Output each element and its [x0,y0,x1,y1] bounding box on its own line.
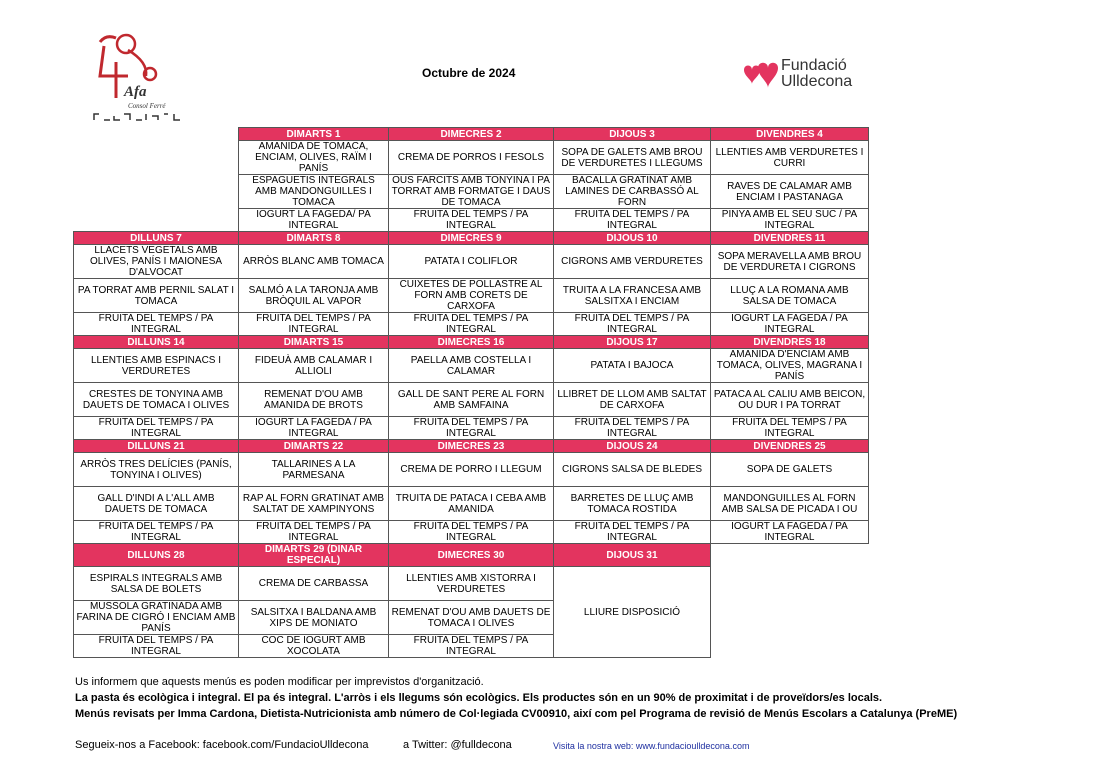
second-course: SALSITXA I BALDANA AMB XIPS DE MONIATO [239,601,389,635]
week-header-row [74,440,869,453]
second-course: OUS FARCITS AMB TONYINA I PA TORRAT AMB FORMATGE I DAUS DE TOMACA [389,175,554,209]
day-header: DIJOUS 31 [554,544,711,567]
menu-row [74,245,869,279]
second-course: BACALLA GRATINAT AMB LAMINES DE CARBASSÓ AL FORN [554,175,711,209]
dessert: FRUITA DEL TEMPS / PA INTEGRAL [389,521,554,544]
first-course: CIGRONS AMB VERDURETES [554,245,711,279]
day-header: DIMECRES 23 [389,440,554,453]
dessert: FRUITA DEL TEMPS / PA INTEGRAL [239,313,389,336]
empty-cell [711,567,869,601]
facebook-link[interactable]: Segueix-nos a Facebook: facebook.com/FundacioUlldecona [75,739,369,751]
menu-row [74,521,869,544]
empty-cell [711,544,869,567]
second-course: LLIBRET DE LLOM AMB SALTAT DE CARXOFA [554,383,711,417]
afa-logo-text: Afa [124,84,147,100]
second-course: CUIXETES DE POLLASTRE AL FORN AMB CORETS DE CARXOFA [389,279,554,313]
dessert: PINYA AMB EL SEU SUC / PA INTEGRAL [711,209,869,232]
first-course: LLENTIES AMB ESPINACS I VERDURETES [74,349,239,383]
empty-cell [711,635,869,658]
empty-cell [74,128,239,141]
dessert: IOGURT LA FAGEDA / PA INTEGRAL [711,313,869,336]
dessert: FRUITA DEL TEMPS / PA INTEGRAL [389,635,554,658]
dessert: FRUITA DEL TEMPS / PA INTEGRAL [74,521,239,544]
day-header: DIMARTS 29 (DINAR ESPECIAL) [239,544,389,567]
first-course: SOPA MERAVELLA AMB BROU DE VERDURETA I CIGRONS [711,245,869,279]
dessert: FRUITA DEL TEMPS / PA INTEGRAL [239,521,389,544]
dessert: FRUITA DEL TEMPS / PA INTEGRAL [74,313,239,336]
menu-row [74,383,869,417]
day-header: DIMECRES 2 [389,128,554,141]
second-course: GALL D'INDI A L'ALL AMB DAUETS DE TOMACA [74,487,239,521]
second-course: TRUITA DE PATACA I CEBA AMB AMANIDA [389,487,554,521]
second-course: BARRETES DE LLUÇ AMB TOMACA ROSTIDA [554,487,711,521]
dessert: FRUITA DEL TEMPS / PA INTEGRAL [389,209,554,232]
day-header: DIMARTS 22 [239,440,389,453]
day-header: DIJOUS 17 [554,336,711,349]
fundacio-logo [738,58,888,94]
menu-table [73,127,869,658]
second-course: CRESTES DE TONYINA AMB DAUETS DE TOMACA I OLIVES [74,383,239,417]
dessert: FRUITA DEL TEMPS / PA INTEGRAL [554,521,711,544]
menu-row [74,453,869,487]
first-course: PAELLA AMB COSTELLA I CALAMAR [389,349,554,383]
second-course: PATACA AL CALIU AMB BEICON, OU DUR I PA TORRAT [711,383,869,417]
afa-logo-subtext: Consol Ferré [128,102,166,110]
dessert: FRUITA DEL TEMPS / PA INTEGRAL [554,209,711,232]
first-course: AMANIDA D'ENCIAM AMB TOMACA, OLIVES, MAGRANA I PANÍS [711,349,869,383]
week-header-row [74,336,869,349]
menu-row [74,487,869,521]
week-header-row [74,232,869,245]
first-course: TALLARINES A LA PARMESANA [239,453,389,487]
first-course: SOPA DE GALETS AMB BROU DE VERDURETES I LLEGUMS [554,141,711,175]
menu-row [74,279,869,313]
first-course: ARRÒS TRES DELÍCIES (PANÍS, TONYINA I OLIVES) [74,453,239,487]
first-course: CIGRONS SALSA DE BLEDES [554,453,711,487]
first-course: ARRÒS BLANC AMB TOMACA [239,245,389,279]
dessert: COC DE IOGURT AMB XOCOLATA [239,635,389,658]
day-header: DIMECRES 30 [389,544,554,567]
menu-row [74,175,869,209]
dessert: IOGURT LA FAGEDA / PA INTEGRAL [711,521,869,544]
empty-cell [74,141,239,175]
menu-row [74,141,869,175]
second-course: MANDONGUILLES AL FORN AMB SALSA DE PICADA I OU [711,487,869,521]
second-course: MUSSOLA GRATINADA AMB FARINA DE CIGRÓ I ENCIAM AMB PANÍS [74,601,239,635]
footer-note-ingredients: La pasta és ecològica i integral. El pa és integral. L'arròs i els llegums són ecològics. Els productes són en un 90% de proximitat i de proveïdors/es locals. [75,692,883,704]
second-course: SALMÓ A LA TARONJA AMB BRÒQUIL AL VAPOR [239,279,389,313]
week-header-row [74,128,869,141]
twitter-link[interactable]: a Twitter: @fulldecona [403,739,512,751]
second-course: TRUITA A LA FRANCESA AMB SALSITXA I ENCIAM [554,279,711,313]
empty-cell [74,209,239,232]
footer-note-review: Menús revisats per Imma Cardona, Dietista-Nutricionista amb número de Col·legiada CV00910, així com pel Programa de revisió de Menús Escolars a Catalunya (PreME) [75,708,958,720]
second-course: RAP AL FORN GRATINAT AMB SALTAT DE XAMPINYONS [239,487,389,521]
day-header: DIMECRES 16 [389,336,554,349]
dessert: IOGURT LA FAGEDA / PA INTEGRAL [239,417,389,440]
page-title: Octubre de 2024 [422,66,516,80]
menu-row [74,567,869,601]
day-header: DIMECRES 9 [389,232,554,245]
website-link[interactable]: Visita la nostra web: www.fundacioulldecona.com [553,741,750,751]
day-header: DIVENDRES 25 [711,440,869,453]
day-header: DILLUNS 14 [74,336,239,349]
day-header: DIVENDRES 18 [711,336,869,349]
first-course: CREMA DE PORRO I LLEGUM [389,453,554,487]
day-header: DIMARTS 1 [239,128,389,141]
second-course: ESPAGUETIS INTEGRALS AMB MANDONGUILLES I TOMACA [239,175,389,209]
first-course: AMANIDA DE TOMACA, ENCIAM, OLIVES, RAÏM I PANÍS [239,141,389,175]
day-header: DIVENDRES 4 [711,128,869,141]
fundacio-line2: Ulldecona [781,73,853,90]
day-header: DIJOUS 3 [554,128,711,141]
day-header: DILLUNS 7 [74,232,239,245]
first-course: FIDEUÀ AMB CALAMAR I ALLIOLI [239,349,389,383]
first-course: SOPA DE GALETS [711,453,869,487]
first-course: CREMA DE CARBASSA [239,567,389,601]
day-header: DILLUNS 21 [74,440,239,453]
heart-icon [738,58,780,92]
day-note: LLIURE DISPOSICIÓ [554,567,711,658]
empty-cell [711,601,869,635]
dessert: FRUITA DEL TEMPS / PA INTEGRAL [74,417,239,440]
day-header: DIJOUS 24 [554,440,711,453]
dessert: FRUITA DEL TEMPS / PA INTEGRAL [554,417,711,440]
week-header-row [74,544,869,567]
menu-row [74,349,869,383]
day-header: DIJOUS 10 [554,232,711,245]
first-course: LLENTIES AMB VERDURETES I CURRI [711,141,869,175]
menu-row [74,313,869,336]
menu-row [74,209,869,232]
second-course: REMENAT D'OU AMB DAUETS DE TOMACA I OLIVES [389,601,554,635]
second-course: REMENAT D'OU AMB AMANIDA DE BROTS [239,383,389,417]
menu-row [74,417,869,440]
dessert: FRUITA DEL TEMPS / PA INTEGRAL [711,417,869,440]
first-course: PATATA I COLIFLOR [389,245,554,279]
menu-row [74,635,869,658]
second-course: PA TORRAT AMB PERNIL SALAT I TOMACA [74,279,239,313]
day-header: DIVENDRES 11 [711,232,869,245]
dessert: FRUITA DEL TEMPS / PA INTEGRAL [389,417,554,440]
dessert: FRUITA DEL TEMPS / PA INTEGRAL [554,313,711,336]
second-course: RAVES DE CALAMAR AMB ENCIAM I PASTANAGA [711,175,869,209]
first-course: ESPIRALS INTEGRALS AMB SALSA DE BOLETS [74,567,239,601]
day-header: DIMARTS 8 [239,232,389,245]
dessert: FRUITA DEL TEMPS / PA INTEGRAL [389,313,554,336]
fundacio-line1: Fundació [781,57,847,74]
second-course: GALL DE SANT PERE AL FORN AMB SAMFAINA [389,383,554,417]
first-course: LLENTIES AMB XISTORRA I VERDURETES [389,567,554,601]
dessert: FRUITA DEL TEMPS / PA INTEGRAL [74,635,239,658]
day-header: DIMARTS 15 [239,336,389,349]
menu-row [74,601,869,635]
first-course: CREMA DE PORROS I FESOLS [389,141,554,175]
footer-note-modifications: Us informem que aquests menús es poden modificar per imprevistos d'organització. [75,676,484,688]
day-header: DILLUNS 28 [74,544,239,567]
first-course: PATATA I BAJOCA [554,349,711,383]
afa-logo [88,32,193,127]
first-course: LLACETS VEGETALS AMB OLIVES, PANÍS I MAIONESA D'ALVOCAT [74,245,239,279]
dessert: IOGURT LA FAGEDA/ PA INTEGRAL [239,209,389,232]
empty-cell [74,175,239,209]
second-course: LLUÇ A LA ROMANA AMB SALSA DE TOMACA [711,279,869,313]
